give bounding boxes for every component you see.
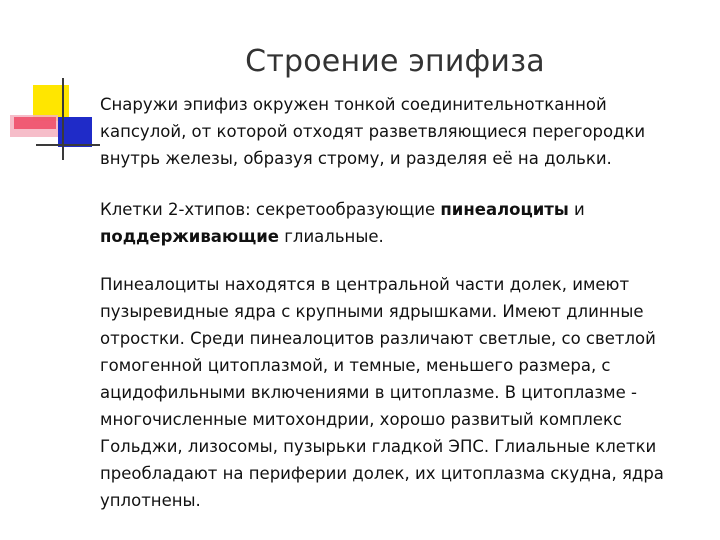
slide-title: Строение эпифиза	[245, 44, 545, 79]
paragraph-capsule	[100, 91, 690, 172]
red-bar	[14, 117, 56, 129]
paragraph-pinealocytes	[100, 271, 690, 514]
paragraph-capsule-text: Снаружи эпифиз окружен тонкой соединительнотканной капсулой, от которой отходят разветвляющиеся перегородки внутрь железы, образуя строму, и разделяя её на дольки.	[100, 95, 646, 168]
text-segment: Клетки 2-хтипов: секретообразующие	[100, 200, 441, 219]
bold-term-pinealocytes: пинеалоциты	[440, 200, 569, 219]
bold-term-supporting: поддерживающие	[100, 227, 279, 246]
paragraph-pinealocytes-text: Пинеалоциты находятся в центральной части долек, имеют пузыревидные ядра с крупными ядрышками. Имеют длинные отростки. Среди пинеалоцитов различают светлые, со светлой гомогенной цитоплазмой, и темные, меньшего размера, с ацидофильными включениями в цитоплазме. В цитоплазме - многочисленные митохондрии, хорошо развитый комплекс Гольджи, лизосомы, пузырьки гладкой ЭПС. Глиальные клетки преобладают на периферии долек, их цитоплазма скудна, ядра уплотнены.	[100, 275, 664, 510]
text-segment: глиальные.	[278, 227, 384, 246]
text-segment: и	[568, 200, 585, 219]
decorative-squares-logo	[0, 0, 110, 170]
paragraph-cell-types	[100, 196, 690, 250]
paragraph-cell-types-text	[100, 196, 690, 250]
